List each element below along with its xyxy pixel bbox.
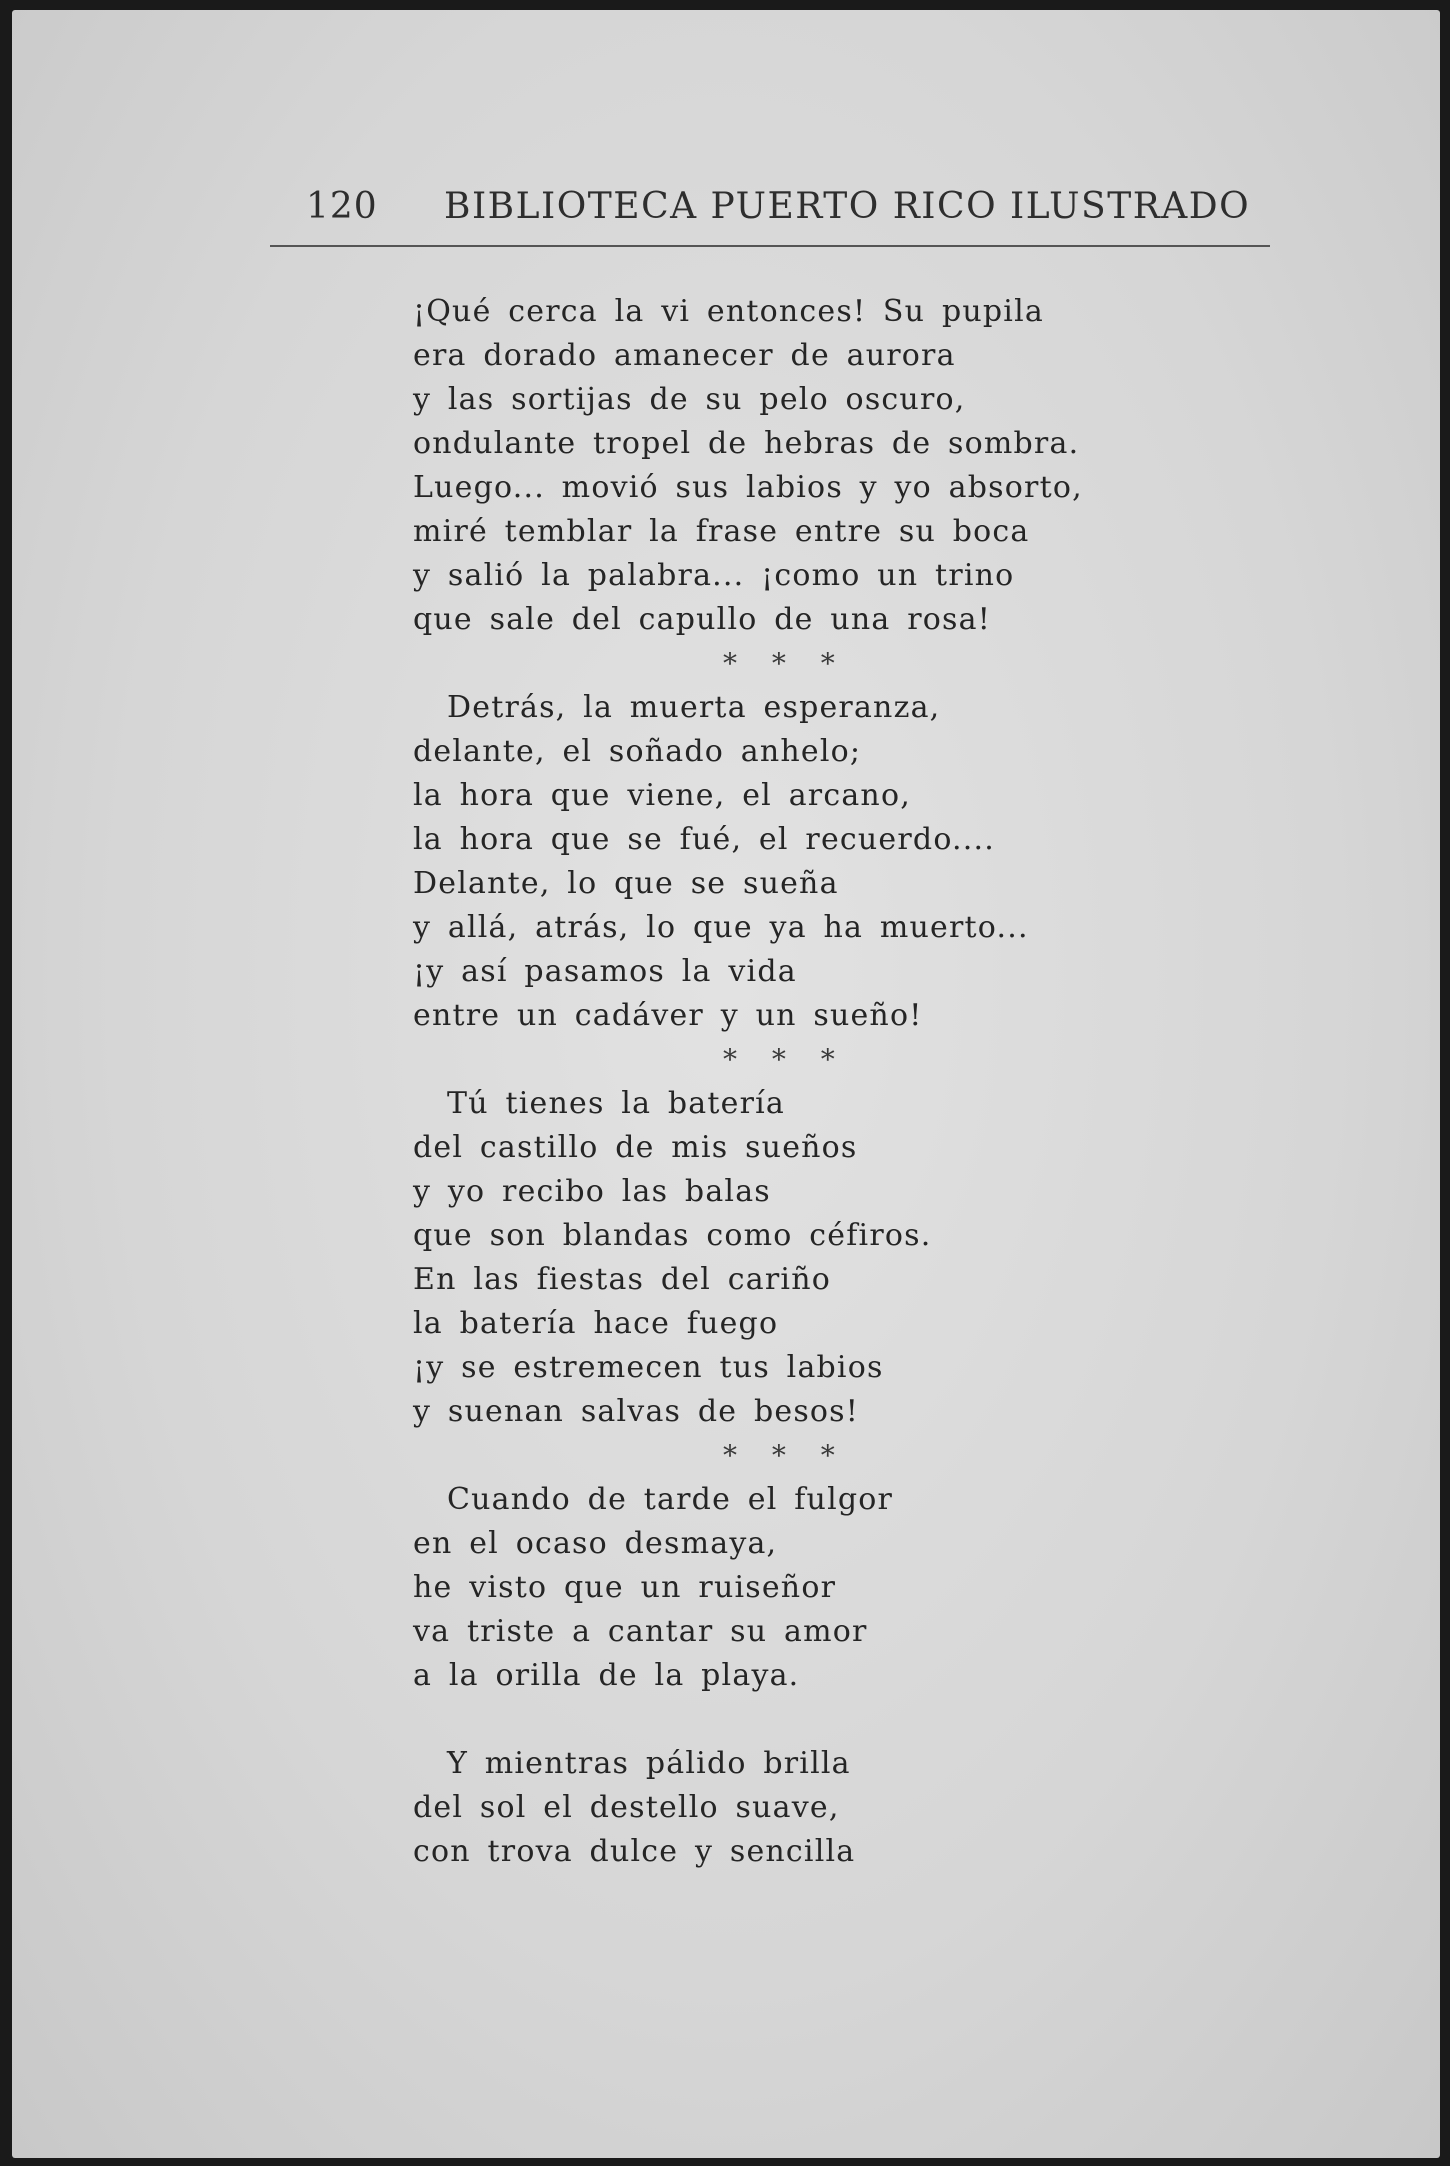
verse-line: la batería hace fuego	[413, 1306, 779, 1341]
verse-line: con trova dulce y sencilla	[413, 1834, 856, 1869]
section-separator: * * *	[723, 1043, 845, 1076]
stanza-2	[413, 686, 1313, 1038]
verse-line: y salió la palabra... ¡como un trino	[413, 558, 1015, 593]
verse-line: del castillo de mis sueños	[413, 1130, 858, 1165]
stanza-4	[413, 1478, 1313, 1698]
verse-line: Luego... movió sus labios y yo absorto,	[413, 470, 1083, 505]
verse-line: va triste a cantar su amor	[413, 1614, 868, 1649]
verse-line: la hora que se fué, el recuerdo....	[413, 822, 995, 857]
running-title: BIBLIOTECA PUERTO RICO ILUSTRADO	[444, 186, 1251, 227]
stanza-gap	[413, 1698, 1313, 1742]
stanza-1	[413, 290, 1313, 642]
verse-line: Y mientras pálido brilla	[447, 1746, 851, 1781]
verse-line: y yo recibo las balas	[413, 1174, 771, 1209]
verse-line: era dorado amanecer de aurora	[413, 338, 956, 373]
verse-line: Cuando de tarde el fulgor	[447, 1482, 894, 1517]
verse-line: y suenan salvas de besos!	[413, 1394, 860, 1429]
verse-line: ¡y se estremecen tus labios	[413, 1350, 884, 1385]
verse-line: del sol el destello suave,	[413, 1790, 840, 1825]
verse-line: Tú tienes la batería	[447, 1086, 786, 1121]
verse-line: que sale del capullo de una rosa!	[413, 602, 991, 637]
verse-line: y allá, atrás, lo que ya ha muerto...	[413, 910, 1029, 945]
verse-line: a la orilla de la playa.	[413, 1658, 800, 1693]
verse-line: delante, el soñado anhelo;	[413, 734, 862, 769]
section-separator: * * *	[723, 1439, 845, 1472]
verse-line: miré temblar la frase entre su boca	[413, 514, 1030, 549]
verse-line: ¡y así pasamos la vida	[413, 954, 797, 989]
verse-line: he visto que un ruiseñor	[413, 1570, 837, 1605]
stanza-5	[413, 1742, 1313, 1874]
poem-body	[413, 290, 1313, 1874]
page-number: 120	[306, 186, 378, 227]
verse-line: la hora que viene, el arcano,	[413, 778, 911, 813]
verse-line: En las fiestas del cariño	[413, 1262, 831, 1297]
header-rule	[270, 245, 1270, 247]
verse-line: que son blandas como céfiros.	[413, 1218, 932, 1253]
verse-line: y las sortijas de su pelo oscuro,	[413, 382, 966, 417]
stanza-3	[413, 1082, 1313, 1434]
verse-line: ¡Qué cerca la vi entonces! Su pupila	[413, 294, 1044, 329]
section-separator: * * *	[723, 647, 845, 680]
verse-line: ondulante tropel de hebras de sombra.	[413, 426, 1080, 461]
verse-line: Detrás, la muerta esperanza,	[447, 690, 941, 725]
verse-line: entre un cadáver y un sueño!	[413, 998, 923, 1033]
verse-line: Delante, lo que se sueña	[413, 866, 839, 901]
verse-line: en el ocaso desmaya,	[413, 1526, 778, 1561]
